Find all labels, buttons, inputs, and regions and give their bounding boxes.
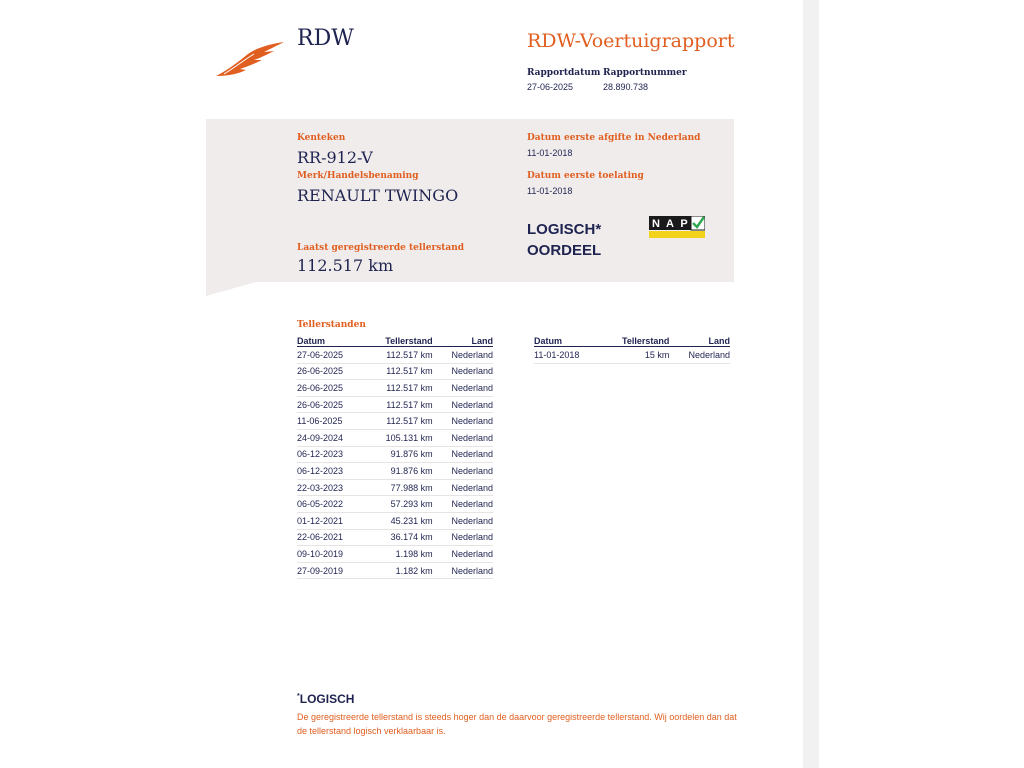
- rdw-wing-logo-icon: [214, 40, 286, 80]
- make-label: Merk/Handelsbenaming: [297, 171, 419, 181]
- table-row: [297, 413, 493, 430]
- row-date: 26-06-2025: [297, 380, 364, 397]
- row-mileage: 112.517 km: [364, 347, 433, 364]
- row-date: 09-10-2019: [297, 546, 364, 563]
- row-mileage: 112.517 km: [364, 396, 433, 413]
- row-mileage: 57.293 km: [364, 496, 433, 513]
- row-mileage: 45.231 km: [364, 512, 433, 529]
- row-country: Nederland: [433, 396, 493, 413]
- row-country: Nederland: [433, 562, 493, 579]
- readings-right-body: [534, 347, 730, 364]
- row-country: Nederland: [433, 380, 493, 397]
- plate-label: Kenteken: [297, 133, 346, 143]
- row-country: Nederland: [433, 463, 493, 480]
- verdict-line-2: OORDEEL: [527, 242, 602, 259]
- row-mileage: 112.517 km: [364, 363, 433, 380]
- column-date: Datum: [297, 335, 364, 347]
- row-mileage: 1.182 km: [364, 562, 433, 579]
- table-row: [297, 562, 493, 579]
- row-country: Nederland: [433, 429, 493, 446]
- nap-letter-p: P: [680, 218, 688, 230]
- summary-panel-tail: [206, 282, 256, 296]
- row-mileage: 91.876 km: [364, 446, 433, 463]
- table-header-row: [534, 335, 730, 347]
- table-row: [297, 396, 493, 413]
- table-row: [297, 347, 493, 364]
- readings-title: Tellerstanden: [297, 320, 366, 330]
- column-date: Datum: [534, 335, 600, 347]
- table-row: [297, 446, 493, 463]
- table-row: [297, 529, 493, 546]
- column-country: Land: [669, 335, 730, 347]
- row-date: 01-12-2021: [297, 512, 364, 529]
- nap-letter-n: N: [652, 218, 660, 230]
- vehicle-summary-panel: [206, 119, 734, 282]
- table-row: [297, 479, 493, 496]
- row-mileage: 77.988 km: [364, 479, 433, 496]
- row-country: Nederland: [433, 363, 493, 380]
- row-date: 22-06-2021: [297, 529, 364, 546]
- table-row: [297, 363, 493, 380]
- footnote-title-text: LOGISCH: [299, 692, 355, 706]
- brand-name: RDW: [297, 26, 354, 51]
- table-row: [297, 429, 493, 446]
- mileage-label: Laatst geregistreerde tellerstand: [297, 243, 465, 253]
- column-mileage: Tellerstand: [364, 335, 433, 347]
- footnote-marker: *: [297, 693, 300, 700]
- row-date: 27-09-2019: [297, 562, 364, 579]
- readings-table-right: [534, 335, 730, 364]
- column-mileage: Tellerstand: [600, 335, 669, 347]
- row-country: Nederland: [433, 446, 493, 463]
- verdict: [527, 219, 601, 261]
- row-date: 11-06-2025: [297, 413, 364, 430]
- report-date-label: Rapportdatum: [527, 68, 601, 78]
- first-issue-label: Datum eerste afgifte in Nederland: [527, 133, 701, 143]
- scrollbar[interactable]: [803, 0, 819, 768]
- column-country: Land: [433, 335, 493, 347]
- row-country: Nederland: [433, 496, 493, 513]
- first-admission-label: Datum eerste toelating: [527, 171, 644, 181]
- row-mileage: 36.174 km: [364, 529, 433, 546]
- row-country: Nederland: [433, 413, 493, 430]
- mileage-value: 112.517 km: [297, 256, 394, 275]
- row-country: Nederland: [433, 546, 493, 563]
- nap-letter-a: A: [666, 218, 674, 230]
- nap-badge: [649, 216, 705, 238]
- row-date: 26-06-2025: [297, 363, 364, 380]
- row-mileage: 112.517 km: [364, 380, 433, 397]
- report-number-label: Rapportnummer: [603, 68, 687, 78]
- report-number: 28.890.738: [603, 82, 649, 92]
- row-mileage: 112.517 km: [364, 413, 433, 430]
- footnote-text: De geregistreerde tellerstand is steeds hoger dan de daarvoor geregistreerde tellerstand. Wij oordelen dan dat de tellerstand logisch verklaarbaar is.: [297, 712, 737, 736]
- row-country: Nederland: [433, 529, 493, 546]
- table-row: [297, 463, 493, 480]
- readings-left-body: [297, 347, 493, 579]
- plate-value: RR-912-V: [297, 148, 373, 167]
- row-mileage: 1.198 km: [364, 546, 433, 563]
- row-date: 11-01-2018: [534, 347, 600, 364]
- report-page: [206, 0, 803, 768]
- table-header-row: [297, 335, 493, 347]
- row-date: 27-06-2025: [297, 347, 364, 364]
- row-mileage: 15 km: [600, 347, 669, 364]
- row-date: 06-05-2022: [297, 496, 364, 513]
- first-admission-value: 11-01-2018: [527, 186, 573, 196]
- row-date: 06-12-2023: [297, 463, 364, 480]
- row-country: Nederland: [433, 512, 493, 529]
- row-country: Nederland: [669, 347, 730, 364]
- table-row: [297, 496, 493, 513]
- row-date: 06-12-2023: [297, 446, 364, 463]
- table-row: [297, 380, 493, 397]
- readings-table-left: [297, 335, 493, 579]
- row-mileage: 91.876 km: [364, 463, 433, 480]
- row-date: 26-06-2025: [297, 396, 364, 413]
- footnote-title: [297, 692, 354, 706]
- first-issue-value: 11-01-2018: [527, 148, 573, 158]
- verdict-line-1: LOGISCH*: [527, 221, 602, 238]
- row-date: 22-03-2023: [297, 479, 364, 496]
- table-row: [297, 512, 493, 529]
- table-row: [297, 546, 493, 563]
- row-country: Nederland: [433, 479, 493, 496]
- row-country: Nederland: [433, 347, 493, 364]
- row-mileage: 105.131 km: [364, 429, 433, 446]
- make-value: RENAULT TWINGO: [297, 186, 459, 205]
- table-row: [534, 347, 730, 364]
- report-date: 27-06-2025: [527, 82, 574, 92]
- row-date: 24-09-2024: [297, 429, 364, 446]
- report-title: RDW-Voertuigrapport: [527, 30, 735, 52]
